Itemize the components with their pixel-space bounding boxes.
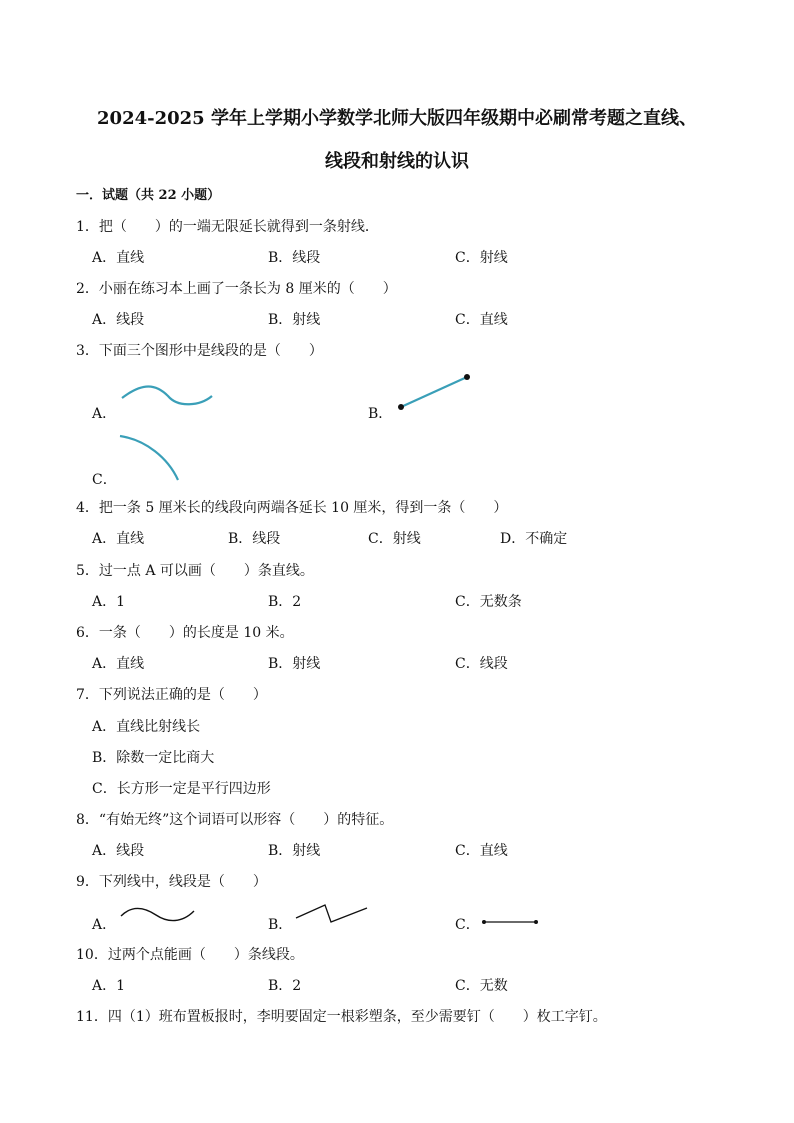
question-3-figure-a-curve: [118, 382, 218, 412]
question-3-figure-b-segment: [395, 372, 475, 412]
question-6-stem: 6．一条（ ）的长度是 10 米。: [76, 625, 294, 641]
question-8-option-c[interactable]: C．直线: [455, 843, 508, 859]
question-2-stem: 2．小丽在练习本上画了一条长为 8 厘米的（ ）: [76, 281, 397, 297]
question-6-option-c[interactable]: C．线段: [455, 656, 508, 672]
question-4-option-b[interactable]: B．线段: [228, 531, 281, 547]
question-1-option-a[interactable]: A．直线: [92, 250, 145, 266]
question-2-option-b[interactable]: B．射线: [268, 312, 321, 328]
question-3-stem: 3．下面三个图形中是线段的是（ ）: [76, 343, 323, 359]
question-9-option-b[interactable]: B．: [268, 917, 293, 933]
question-5-option-b[interactable]: B．2: [268, 594, 302, 610]
question-3-option-c[interactable]: C．: [92, 472, 117, 488]
question-9-figure-b-zigzag: [293, 900, 371, 926]
question-1-option-b[interactable]: B．线段: [268, 250, 321, 266]
question-8-option-b[interactable]: B．射线: [268, 843, 321, 859]
question-10-stem: 10．过两个点能画（ ）条线段。: [76, 947, 304, 963]
question-10-option-c[interactable]: C．无数: [455, 978, 508, 994]
question-10-option-a[interactable]: A．1: [92, 978, 126, 994]
question-5-stem: 5．过一点 A 可以画（ ）条直线。: [76, 563, 314, 579]
question-9-option-a[interactable]: A．: [92, 917, 117, 933]
question-3-option-a[interactable]: A．: [92, 406, 117, 422]
question-9-stem: 9．下列线中，线段是（ ）: [76, 874, 267, 890]
question-8-stem: 8．“有始无终”这个词语可以形容（ ）的特征。: [76, 812, 394, 828]
question-4-option-c[interactable]: C．射线: [368, 531, 421, 547]
question-9-figure-a-wave: [118, 903, 198, 925]
question-2-option-a[interactable]: A．线段: [92, 312, 145, 328]
question-7-option-a[interactable]: A．直线比射线长: [92, 719, 201, 735]
section-heading: 一．试题（共 22 小题）: [76, 188, 221, 203]
question-1-option-c[interactable]: C．射线: [455, 250, 508, 266]
question-4-option-a[interactable]: A．直线: [92, 531, 145, 547]
question-5-option-c[interactable]: C．无数条: [455, 594, 522, 610]
question-11-stem: 11．四（1）班布置板报时，李明要固定一根彩塑条，至少需要钉（ ）枚工字钉。: [76, 1009, 607, 1025]
question-9-figure-c-segment: [480, 916, 542, 928]
question-7-stem: 7．下列说法正确的是（ ）: [76, 687, 267, 703]
question-8-option-a[interactable]: A．线段: [92, 843, 145, 859]
question-4-stem: 4．把一条 5 厘米长的线段向两端各延长 10 厘米，得到一条（ ）: [76, 500, 508, 516]
question-7-option-c[interactable]: C．长方形一定是平行四边形: [92, 781, 271, 797]
document-title-line2: 线段和射线的认识: [325, 151, 469, 172]
question-3-option-b[interactable]: B．: [368, 406, 393, 422]
document-title-line1: 2024-2025 学年上学期小学数学北师大版四年级期中必刷常考题之直线、: [97, 108, 697, 129]
question-6-option-b[interactable]: B．射线: [268, 656, 321, 672]
question-3-figure-c-arc: [116, 432, 186, 484]
question-2-option-c[interactable]: C．直线: [455, 312, 508, 328]
question-10-option-b[interactable]: B．2: [268, 978, 302, 994]
question-9-option-c[interactable]: C．: [455, 917, 480, 933]
question-1-stem: 1．把（ ）的一端无限延长就得到一条射线．: [76, 219, 379, 235]
question-6-option-a[interactable]: A．直线: [92, 656, 145, 672]
question-5-option-a[interactable]: A．1: [92, 594, 126, 610]
question-7-option-b[interactable]: B．除数一定比商大: [92, 750, 215, 766]
question-4-option-d[interactable]: D．不确定: [500, 531, 568, 547]
